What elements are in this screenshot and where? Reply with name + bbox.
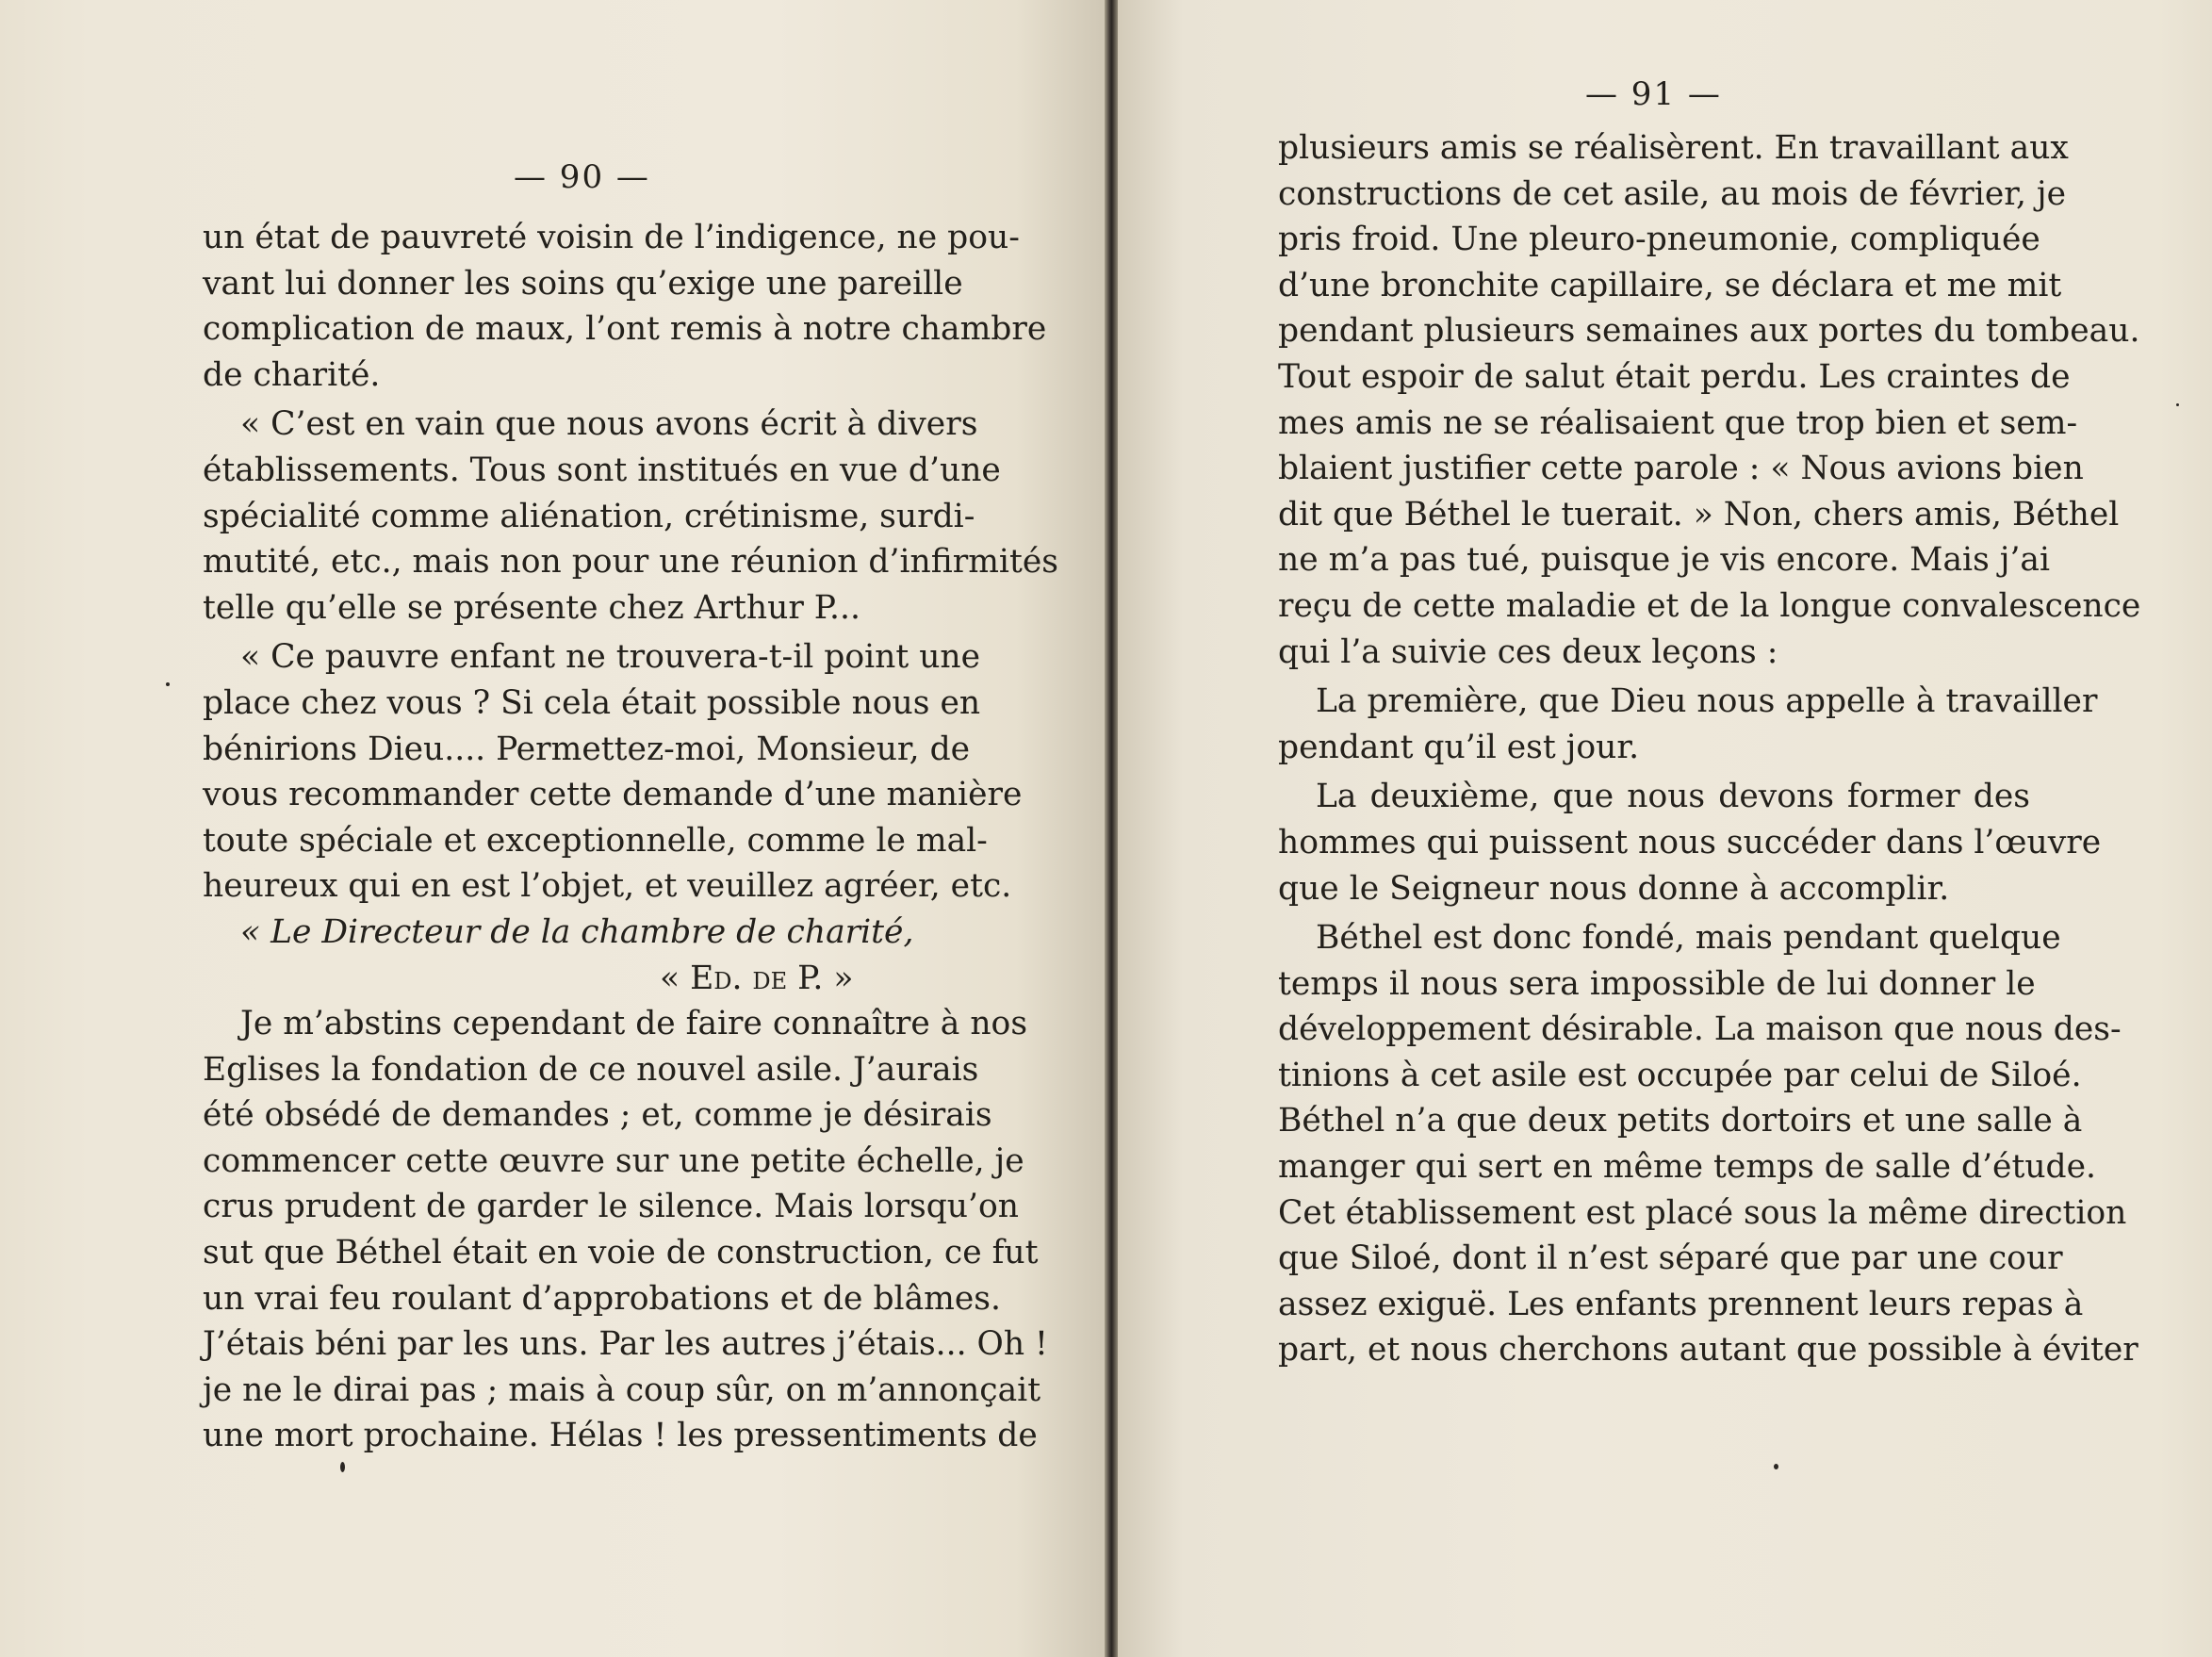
page-number: — 90 — xyxy=(514,158,650,196)
book-gutter xyxy=(1105,0,1118,1657)
text-line: été obsédé de demandes ; et, comme je désirais xyxy=(203,1096,992,1135)
text-line: pendant plusieurs semaines aux portes du tombeau. xyxy=(1278,312,2140,351)
text-line: reçu de cette maladie et de la longue convalescence xyxy=(1278,586,2141,625)
text-line: que le Seigneur nous donne à accomplir. xyxy=(1278,869,1950,908)
text-line: telle qu’elle se présente chez Arthur P... xyxy=(203,588,860,627)
text-line: développement désirable. La maison que nous des- xyxy=(1278,1010,2122,1049)
text-line: Je m’abstins cependant de faire connaître à nos xyxy=(240,1005,1028,1043)
text-line: plusieurs amis se réalisèrent. En travaillant aux xyxy=(1278,129,2069,167)
text-line: place chez vous ? Si cela était possible nous en xyxy=(203,683,981,722)
text-line: Cet établissement est placé sous la même direction xyxy=(1278,1193,2127,1232)
ink-speck xyxy=(2176,403,2179,406)
text-line: de charité. xyxy=(203,355,381,394)
text-line: vous recommander cette demande d’une manière xyxy=(203,776,1023,814)
text-line: hommes qui puissent nous succéder dans l’œuvre xyxy=(1278,823,2102,861)
text-line: blaient justifier cette parole : « Nous avions bien xyxy=(1278,450,2084,488)
text-line: crus prudent de garder le silence. Mais lorsqu’on xyxy=(203,1188,1019,1226)
text-line: d’une bronchite capillaire, se déclara et me mit xyxy=(1278,266,2062,304)
text-line: bénirions Dieu.... Permettez-moi, Monsieur, de xyxy=(203,730,971,768)
text-line: Béthel est donc fondé, mais pendant quelque xyxy=(1316,919,2061,958)
text-line: La deuxième, que nous devons former des xyxy=(1316,778,2030,816)
text-line: un vrai feu roulant d’approbations et de blâmes. xyxy=(203,1279,1001,1318)
text-line: manger qui sert en même temps de salle d’étude. xyxy=(1278,1148,2097,1187)
text-line: spécialité comme aliénation, crétinisme, surdi- xyxy=(203,497,975,535)
text-line: pris froid. Une pleuro-pneumonie, compliquée xyxy=(1278,221,2040,259)
text-line: complication de maux, l’ont remis à notre chambre xyxy=(203,310,1047,349)
text-line: toute spéciale et exceptionnelle, comme le mal- xyxy=(203,821,988,860)
text-line: dit que Béthel le tuerait. » Non, chers amis, Béthel xyxy=(1278,495,2120,533)
text-line: assez exiguë. Les enfants prennent leurs repas à xyxy=(1278,1285,2084,1323)
text-line: commencer cette œuvre sur une petite échelle, je xyxy=(203,1141,1024,1180)
text-line: qui l’a suivie ces deux leçons : xyxy=(1278,632,1778,671)
text-line: que Siloé, dont il n’est séparé que par une cour xyxy=(1278,1239,2063,1278)
right-page xyxy=(1118,0,2212,1657)
text-line: temps il nous sera impossible de lui donner le xyxy=(1278,964,2036,1003)
text-line: La première, que Dieu nous appelle à travailler xyxy=(1316,682,2098,721)
text-line: J’étais béni par les uns. Par les autres j’étais... Oh ! xyxy=(203,1325,1048,1364)
text-line: sut que Béthel était en voie de construction, ce fut xyxy=(203,1234,1039,1272)
right-page-text xyxy=(1278,125,2141,1373)
text-line: établissements. Tous sont institués en vue d’une xyxy=(203,451,1001,489)
text-line: tinions à cet asile est occupée par celui de Siloé. xyxy=(1278,1056,2082,1094)
text-line: une mort prochaine. Hélas ! les pressentiments de xyxy=(203,1417,1038,1455)
text-line: part, et nous cherchons autant que possible à éviter xyxy=(1278,1331,2138,1370)
left-page xyxy=(0,0,1105,1657)
ink-speck xyxy=(166,682,170,686)
page-number: — 91 — xyxy=(1585,75,1722,113)
text-line: pendant qu’il est jour. xyxy=(1278,728,1640,766)
text-line: un état de pauvreté voisin de l’indigence, ne pou- xyxy=(203,219,1020,256)
text-line: Béthel n’a que deux petits dortoirs et une salle à xyxy=(1278,1102,2083,1140)
text-line: heureux qui en est l’objet, et veuillez agréer, etc. xyxy=(203,867,1012,906)
letter-closing: « Le Directeur de la chambre de charité, xyxy=(240,912,914,951)
text-line: mes amis ne se réalisaient que trop bien et sem- xyxy=(1278,403,2078,442)
text-line: Eglises la fondation de ce nouvel asile. J’aurais xyxy=(203,1050,979,1089)
text-line: ne m’a pas tué, puisque je vis encore. Mais j’ai xyxy=(1278,541,2051,580)
text-line: « Ce pauvre enfant ne trouvera-t-il point une xyxy=(240,638,981,677)
left-page-text xyxy=(203,215,1058,1459)
text-line: vant lui donner les soins qu’exige une pareille xyxy=(203,264,963,303)
ink-speck xyxy=(1774,1464,1778,1469)
text-line: Tout espoir de salut était perdu. Les craintes de xyxy=(1278,357,2071,396)
text-line: « C’est en vain que nous avons écrit à divers xyxy=(240,405,978,444)
text-line: mutité, etc., mais non pour une réunion d’infirmités xyxy=(203,543,1058,582)
letter-signature: « Ed. de P. » xyxy=(660,959,854,997)
text-line: je ne le dirai pas ; mais à coup sûr, on m’annonçait xyxy=(203,1370,1041,1409)
ink-speck xyxy=(340,1462,345,1472)
text-line: constructions de cet asile, au mois de février, je xyxy=(1278,174,2066,213)
